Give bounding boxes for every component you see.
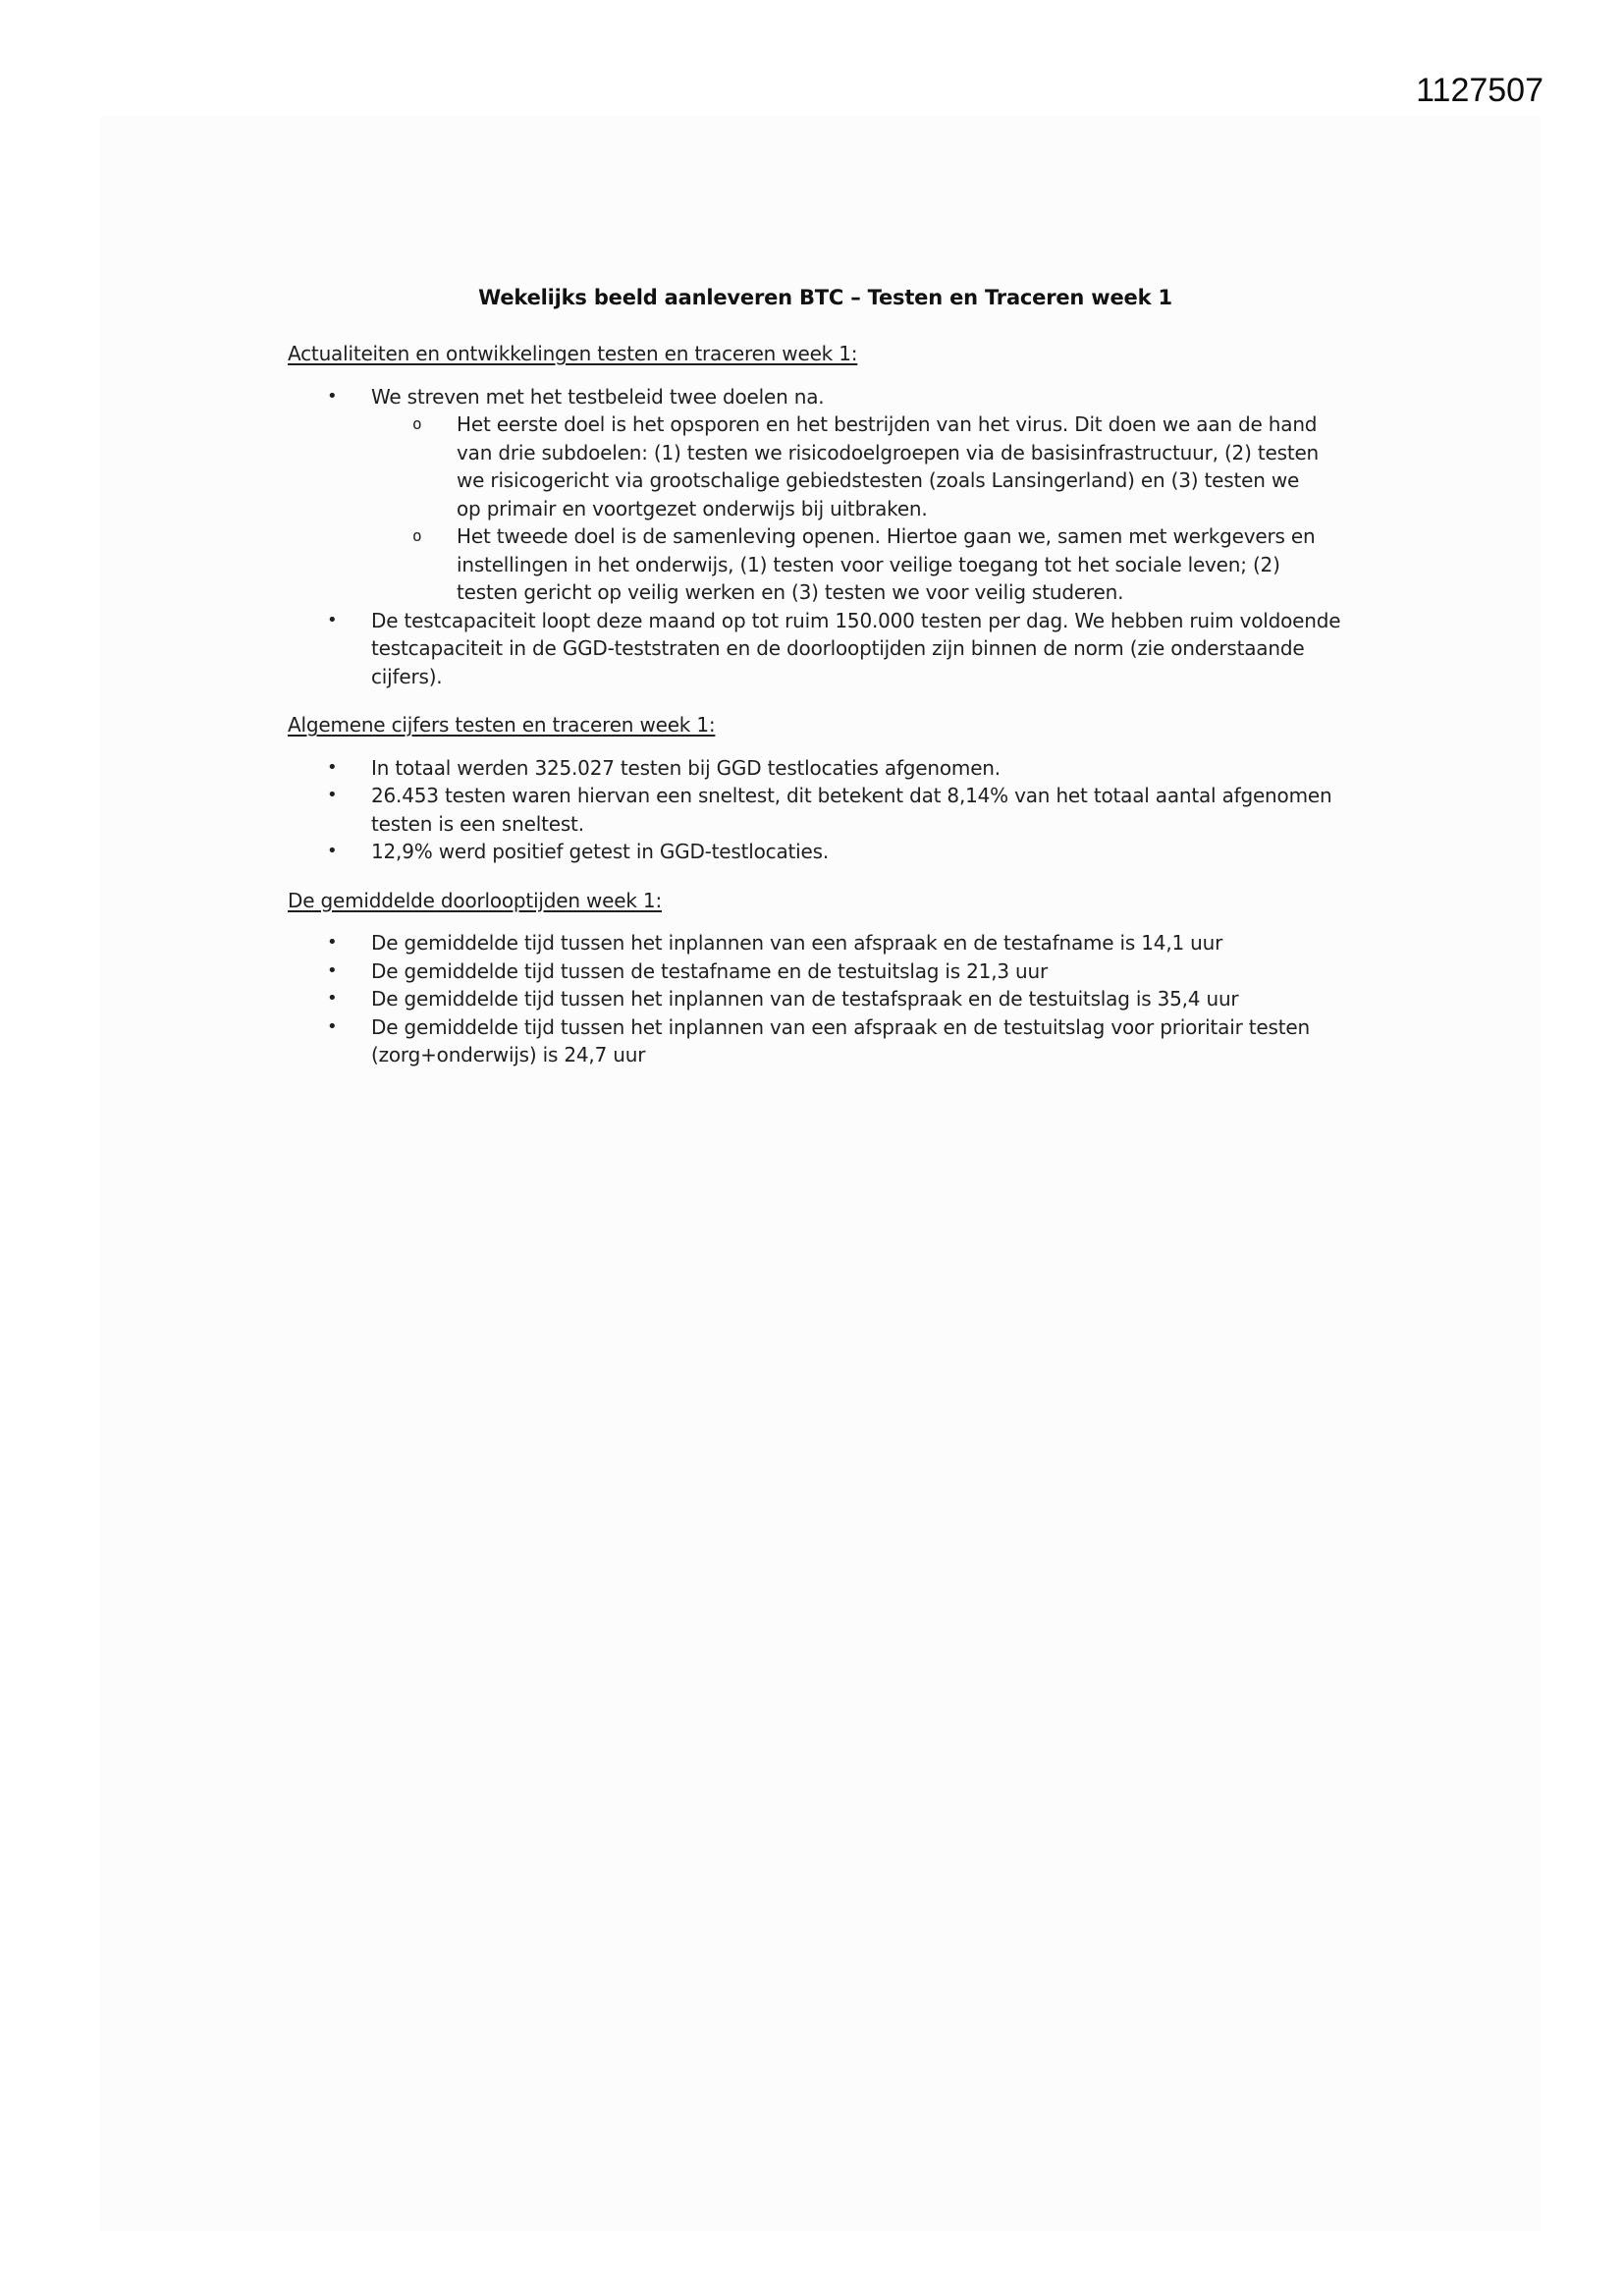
bullet-marker-icon: • — [327, 932, 338, 953]
bullet-text: Het eerste doel is het opsporen en het bestrijden van het virus. Dit doen we aan de hand van drie subdoelen: (1) testen we risicodoelgroepen via de basisinfrastructuur, (2) testen we risicogericht via grootschalige gebiedstesten (zoals Lansingerland) en (3) testen we op primair en voortgezet onderwijs bij uitbraken. — [457, 412, 1320, 520]
bullet-item — [288, 1013, 1363, 1069]
bullet-item — [288, 838, 1363, 866]
bullet-marker-icon: • — [327, 988, 338, 1009]
document-sections — [288, 340, 1363, 1069]
bullet-text: We streven met het testbeleid twee doelen na. — [371, 384, 825, 409]
bullet-marker-icon: • — [327, 385, 338, 407]
section-heading: Actualiteiten en ontwikkelingen testen en traceren week 1: — [288, 342, 858, 365]
bullet-text: De gemiddelde tijd tussen de testafname en de testuitslag is 21,3 uur — [371, 958, 1049, 983]
bullet-text: 26.453 testen waren hiervan een sneltest, dit betekent dat 8,14% van het totaal aantal afgenomen testen is een sneltest. — [371, 784, 1332, 836]
bullet-text: In totaal werden 325.027 testen bij GGD testlocaties afgenomen. — [371, 755, 1001, 780]
bullet-marker-icon: • — [327, 785, 338, 805]
sub-bullet-marker-icon: o — [412, 526, 422, 545]
document-section — [288, 711, 1363, 866]
bullet-list — [288, 754, 1363, 866]
document-section — [288, 887, 1363, 1069]
bullet-text: De testcapaciteit loopt deze maand op tot ruim 150.000 testen per dag. We hebben ruim voldoende testcapaciteit in de GGD-teststraten en de doorlooptijden zijn binnen de norm (zie onderstaande cijfers). — [371, 608, 1341, 688]
bullet-item — [288, 383, 1363, 411]
bullet-text: Het tweede doel is de samenleving openen. Hiertoe gaan we, samen met werkgevers en instellingen in het onderwijs, (1) testen voor veilige toegang tot het sociale leven; (2) testen gericht op veilig werken en (3) testen we voor veilig studeren. — [457, 524, 1316, 604]
bullet-item — [288, 985, 1363, 1013]
bullet-marker-icon: • — [327, 959, 338, 981]
section-heading: De gemiddelde doorlooptijden week 1: — [288, 888, 662, 912]
bullet-item — [288, 957, 1363, 986]
bullet-marker-icon: • — [327, 609, 338, 630]
bullet-text: De gemiddelde tijd tussen het inplannen van de testafspraak en de testuitslag is 35,4 uur — [371, 987, 1239, 1011]
bullet-item — [288, 782, 1363, 838]
bullet-list — [288, 929, 1363, 1069]
document-body — [288, 283, 1363, 1069]
bullet-item — [288, 607, 1363, 691]
sub-bullet-marker-icon: o — [412, 414, 422, 433]
bullet-text: De gemiddelde tijd tussen het inplannen van een afspraak en de testuitslag voor prioritair testen (zorg+onderwijs) is 24,7 uur — [371, 1014, 1310, 1066]
bullet-marker-icon: • — [327, 1015, 338, 1037]
bullet-list — [288, 383, 1363, 691]
stamp-page-number: 1127507 — [1416, 72, 1543, 109]
document-section — [288, 340, 1363, 690]
bullet-item — [288, 410, 1363, 522]
bullet-marker-icon: • — [327, 756, 338, 778]
section-heading: Algemene cijfers testen en traceren week 1: — [288, 713, 716, 737]
bullet-item — [288, 754, 1363, 783]
bullet-text: 12,9% werd positief getest in GGD-testlocaties. — [371, 840, 829, 863]
bullet-marker-icon: • — [327, 841, 338, 861]
bullet-item — [288, 522, 1363, 607]
document-title: Wekelijks beeld aanleveren BTC – Testen en Traceren week 1 — [478, 286, 1172, 309]
bullet-item — [288, 929, 1363, 957]
bullet-text: De gemiddelde tijd tussen het inplannen van een afspraak en de testafname is 14,1 uur — [371, 931, 1223, 955]
